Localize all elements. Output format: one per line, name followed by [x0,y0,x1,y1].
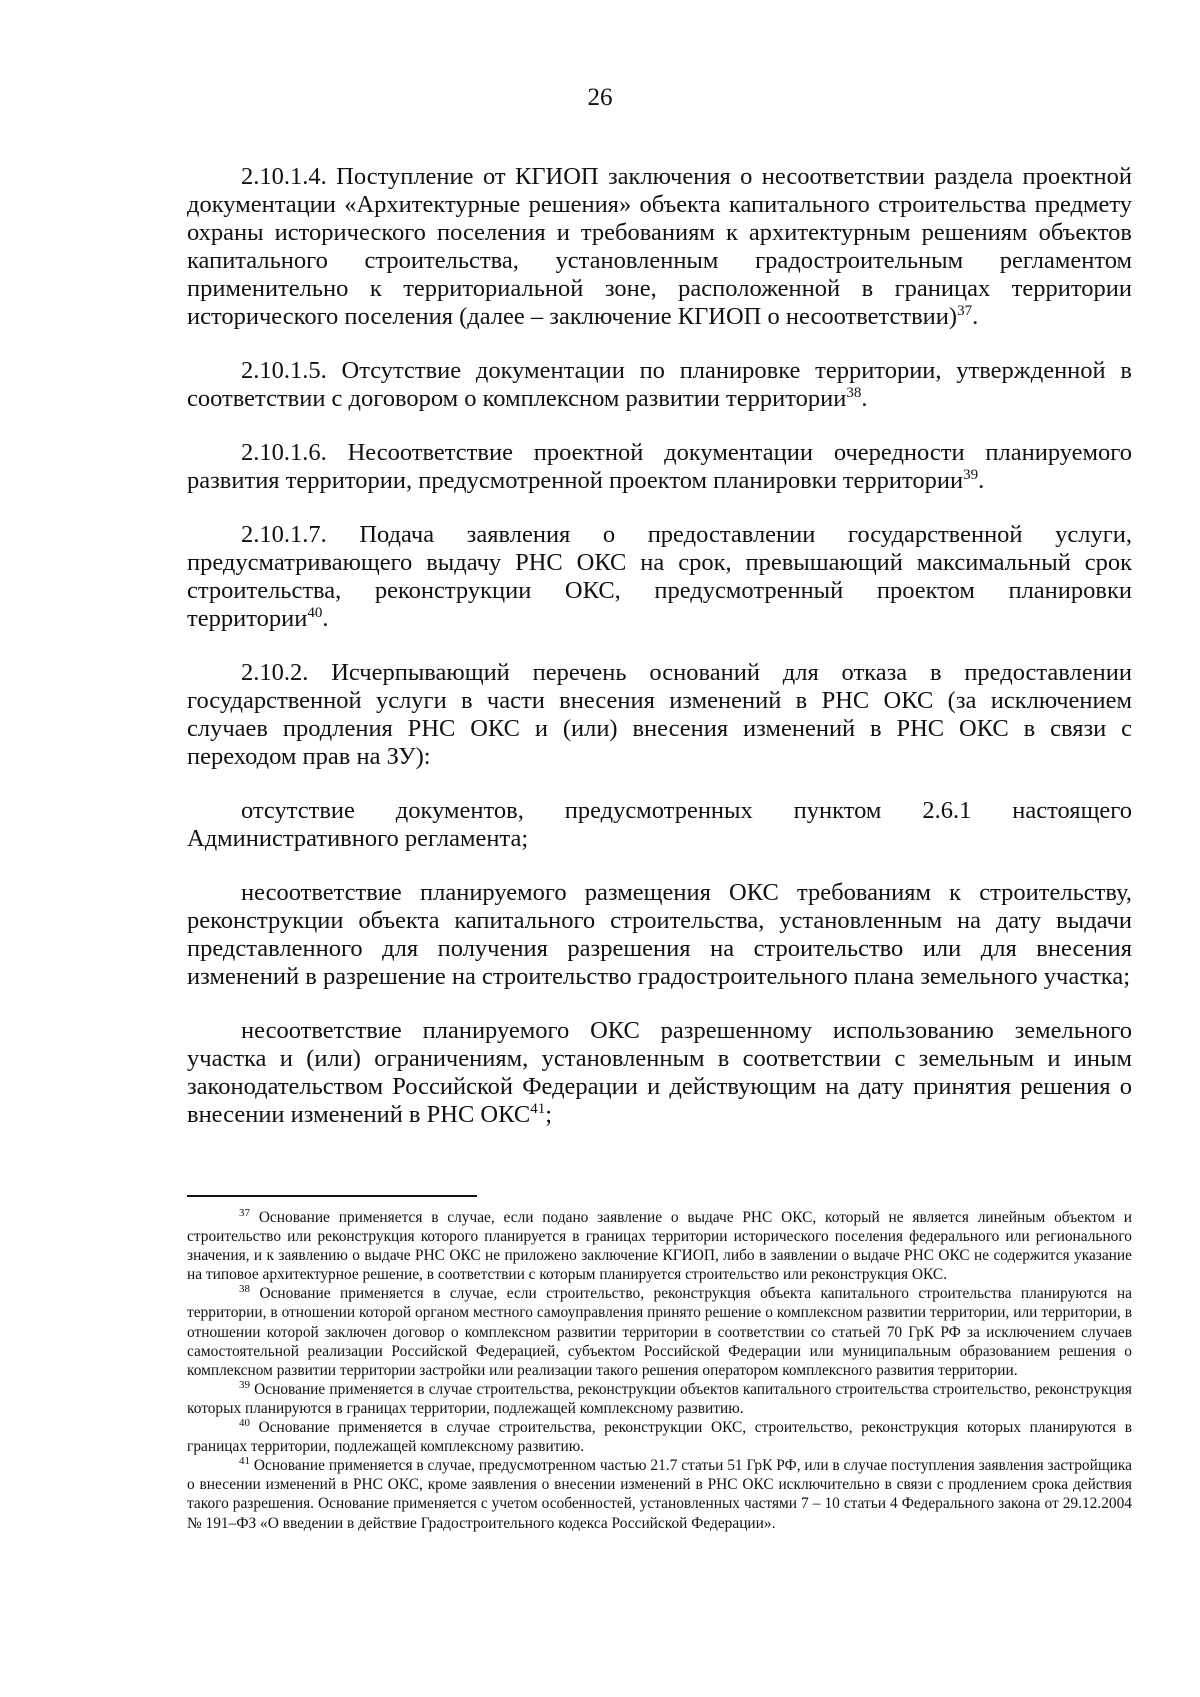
paragraph-2-10-1-7: 2.10.1.7. Подача заявления о предоставлении государственной услуги, предусматривающего выдачу РНС ОКС на срок, превышающий максимальный срок строительства, реконструкции ОКС, предусмотренный проектом планировки территории$^{40}$. [187,521,1132,632]
footnotes [187,1208,1132,1533]
footnote-number: 40 [239,1416,250,1429]
page-number: 26 [587,84,613,111]
footnote-separator [187,1195,477,1197]
footnote-38: $^{38}$ Основание применяется в случае, если строительство, реконструкция объекта капитального строительства планируются на территории, в отношении которой органом местного самоуправления принято решение о комплексном развитии территории, или территории, в отношении которой заключен договор о комплексном развитии территории в соответствии со статьей 70 ГрК РФ за исключением случаев самостоятельной реализации Российской Федерацией, субъектом Российской Федерации или муниципальным образованием решения о комплексном развитии территории застройки или реализации такого решения оператором комплексного развития территории. [187,1283,1132,1379]
paragraph-2-10-2: 2.10.2. Исчерпывающий перечень оснований для отказа в предоставлении государственной услуги в части внесения изменений в РНС ОКС (за исключением случаев продления РНС ОКС и (или) внесения изменений в РНС ОКС в связи с переходом прав на ЗУ): [187,659,1132,770]
paragraph-land-use-mismatch: несоответствие планируемого ОКС разрешенному использованию земельного участка и (или) ограничениям, установленным в соответствии с земельным и иным законодательством Российской Федерации и действующим на дату принятия решения о внесении изменений в РНС ОКС$^{41}$; [187,1017,1132,1128]
footnote-number: 37 [239,1206,250,1219]
paragraph-2-10-1-4: 2.10.1.4. Поступление от КГИОП заключения о несоответствии раздела проектной документации «Архитектурные решения» объекта капитального строительства предмету охраны исторического поселения и требованиям к архитектурным решениям объектов капитального строительства, установленным градостроительным регламентом применительно к территориальной зоне, расположенной в границах территории исторического поселения (далее – заключение КГИОП о несоответствии)$^{37}$. [187,163,1132,330]
footnote-41: $^{41}$ Основание применяется в случае, предусмотренном частью 21.7 статьи 51 ГрК РФ, или в случае поступления заявления застройщика о внесении изменений в РНС ОКС, кроме заявления о внесении изменений в РНС ОКС исключительно в связи с продлением срока действия такого разрешения. Основание применяется с учетом особенностей, установленных частями 7 – 10 статьи 4 Федерального закона от 29.12.2004 № 191–ФЗ «О введении в действие Градостроительного кодекса Российской Федерации». [187,1455,1132,1532]
main-text [187,163,1132,1155]
paragraph-gpzu-mismatch: несоответствие планируемого размещения ОКС требованиям к строительству, реконструкции объекта капитального строительства, установленным на дату выдачи представленного для получения разрешения на строительство или для внесения изменений в разрешение на строительство градостроительного плана земельного участка; [187,879,1132,990]
footnote-number: 41 [239,1455,250,1468]
footnote-number: 39 [239,1378,250,1391]
paragraph-2-10-1-6: 2.10.1.6. Несоответствие проектной документации очередности планируемого развития территории, предусмотренной проектом планировки территории$^{39}$. [187,439,1132,494]
footnote-ref-41[interactable]: 41 [530,1100,546,1117]
footnote-37: $^{37}$ Основание применяется в случае, если подано заявление о выдаче РНС ОКС, который не является линейным объектом и строительство или реконструкция которого планируется в границах территории исторического поселения федерального или регионального значения, и к заявлению о выдаче РНС ОКС не приложено заключение КГИОП, либо в заявлении о выдаче РНС ОКС не содержится указание на типовое архитектурное решение, в соответствии с которым планируется строительство или реконструкция ОКС. [187,1206,1132,1284]
footnote-ref-37[interactable]: 37 [957,302,973,319]
footnote-ref-38[interactable]: 38 [846,384,862,401]
footnote-ref-39[interactable]: 39 [963,466,979,483]
footnote-39: $^{39}$ Основание применяется в случае строительства, реконструкции объектов капитального строительства строительство, реконструкция которых планируются в границах территории, подлежащей комплексному развитию. [187,1378,1132,1417]
footnote-40: $^{40}$ Основание применяется в случае строительства, реконструкции ОКС, строительство, реконструкция которых планируются в границах территории, подлежащей комплексному развитию. [187,1416,1132,1456]
footnote-number: 38 [239,1283,250,1296]
paragraph-2-10-1-5: 2.10.1.5. Отсутствие документации по планировке территории, утвержденной в соответствии с договором о комплексном развитии территории$^{38}$. [187,357,1132,412]
footnote-ref-40[interactable]: 40 [307,604,323,621]
paragraph-no-documents: отсутствие документов, предусмотренных пунктом 2.6.1 настоящего Административного регламента; [187,797,1132,852]
